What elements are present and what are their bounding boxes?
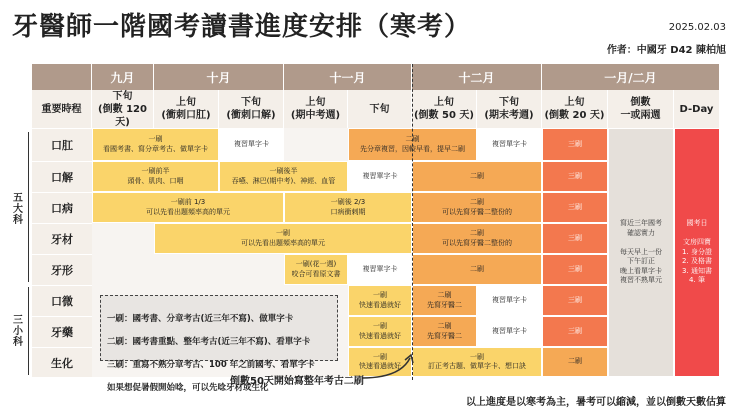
cell-yayao-review: 複習單字卡 — [477, 316, 542, 347]
group-label-major: 五大科 — [10, 191, 22, 225]
cell-kouwei-review: 複習單字卡 — [477, 285, 542, 316]
annotation-arrow — [360, 352, 420, 382]
cell-koujie-pass2: 二刷 — [412, 161, 542, 192]
cell-shenghua-pass1: 一刷 快速看過就好 — [348, 347, 412, 377]
subject-6: 口微 — [32, 285, 92, 316]
period-8: 上旬 (倒數 20 天) — [542, 90, 608, 128]
group-bracket-minor — [28, 287, 29, 375]
month-oct: 十月 — [154, 64, 284, 90]
page-title: 牙醫師一階國考讀書進度安排（寒考） — [12, 12, 472, 42]
cell-kouwei-pass3: 三刷 — [542, 285, 608, 316]
cell-kougang-pass3: 三刷 — [542, 128, 608, 161]
cell-yacai-pass1: 一刷 可以先看出題頻率高的單元 — [154, 223, 412, 254]
cell-kougang-review: 複習單字卡 — [219, 128, 284, 161]
legend-line-2: 二刷：國考書重點、整年考古(近三年不寫)、看單字卡 — [107, 337, 311, 348]
cell-shenghua-pass1b: 一刷 訂正考古題、做單字卡、想口訣 — [412, 347, 542, 377]
month-dec: 十二月 — [412, 64, 542, 90]
cell-kougang-pass2: 二刷 先分章複習，因較早看，提早二刷 — [348, 128, 477, 161]
cell-yacai-pass3: 三刷 — [542, 223, 608, 254]
cell-koubing-pass1a: 一刷前 1/3 可以先看出題頻率高的單元 — [92, 192, 284, 223]
period-5: 下旬 — [348, 90, 412, 128]
cell-koujie-pass1a: 一刷前半 頭骨、肌肉、口咽 — [92, 161, 219, 192]
subject-7: 牙藥 — [32, 316, 92, 347]
period-7: 下旬 (期末考週) — [477, 90, 542, 128]
cell-yaxing-pass1: 一刷(花一週) 咬合可看原文書 — [284, 254, 348, 285]
cell-yayao-pass1: 一刷 快速看過就好 — [348, 316, 412, 347]
cell-shenghua-pass2: 二刷 — [542, 347, 608, 377]
cell-yaxing-review: 複習單字卡 — [348, 254, 412, 285]
month-jan-feb: 一月/二月 — [542, 64, 720, 90]
subject-1: 口肛 — [32, 128, 92, 161]
divider-50-days — [412, 64, 413, 380]
cell-koubing-pass3: 三刷 — [542, 192, 608, 223]
cell-kouwei-pass2: 二刷 先寫牙醫二 — [412, 285, 477, 316]
header-corner — [32, 64, 92, 90]
cell-kougang-pass1: 一刷 看國考書、寫分章考古、做單字卡 — [92, 128, 219, 161]
cell-koujie-review: 複習單字卡 — [348, 161, 412, 192]
subject-2: 口解 — [32, 161, 92, 192]
cell-koubing-pass2: 二刷 可以先寫牙醫二整份的 — [412, 192, 542, 223]
period-9: 倒數 一或兩週 — [608, 90, 674, 128]
cell-koubing-pass1b: 一刷後 2/3 口病衝刺期 — [284, 192, 412, 223]
period-1: 下旬 (倒數 120 天) — [92, 90, 154, 128]
cell-yayao-pass2: 二刷 先寫牙醫二 — [412, 316, 477, 347]
cell-yacai-pass2: 二刷 可以先寫牙醫二整份的 — [412, 223, 542, 254]
month-sep: 九月 — [92, 64, 154, 90]
legend-line-3: 三刷：重寫不熟分章考古、100 年之前國考、看單字卡 — [107, 360, 315, 371]
cell-dday: 國考日 文房四寶 1. 身分證 2. 及格書 3. 通知書 4. 筆 — [674, 128, 720, 377]
legend-line-1: 一刷：國考書、分章考古(近三年不寫)、做單字卡 — [107, 314, 294, 325]
annotation-text: 倒數50天開始寫整年考古二刷 — [230, 376, 364, 387]
group-bracket-major — [28, 132, 29, 282]
period-2: 上旬 (衝刺口肛) — [154, 90, 219, 128]
author-label: 作者：中國牙 D42 陳柏旭 — [606, 45, 726, 56]
cell-koujie-pass3: 三刷 — [542, 161, 608, 192]
cell-yaxing-pass2: 二刷 — [412, 254, 542, 285]
subject-3: 口病 — [32, 192, 92, 223]
subject-8: 生化 — [32, 347, 92, 377]
period-4: 上旬 (期中考週) — [284, 90, 348, 128]
legend-line-4: 如果想促暑假開始唸，可以先唸牙材或生化 — [107, 383, 269, 394]
footer-note: 以上進度是以寒考為主，暑考可以縮減，並以倒數天數估算 — [466, 397, 726, 408]
cell-yayao-pass3: 三刷 — [542, 316, 608, 347]
subject-4: 牙材 — [32, 223, 92, 254]
cell-kouwei-pass1: 一刷 快速看過就好 — [348, 285, 412, 316]
period-3: 下旬 (衝刺口解) — [219, 90, 284, 128]
date-label: 2025.02.03 — [668, 22, 726, 33]
cell-yaxing-pass3: 三刷 — [542, 254, 608, 285]
group-label-minor: 三小科 — [10, 313, 22, 347]
cell-final-weeks: 寫近三年國考 確認實力 每天早上一份 下午訂正 晚上看單字卡 複習不熟單元 — [608, 128, 674, 377]
period-10: D-Day — [674, 90, 720, 128]
timeline-label: 重要時程 — [32, 90, 92, 128]
period-6: 上旬 (倒數 50 天) — [412, 90, 477, 128]
cell-kougang-review2: 複習單字卡 — [477, 128, 542, 161]
month-nov: 十一月 — [284, 64, 412, 90]
cell-koujie-pass1b: 一刷後半 吞嚥、淋巴(期中考)、神經、血管 — [219, 161, 348, 192]
subject-5: 牙形 — [32, 254, 92, 285]
